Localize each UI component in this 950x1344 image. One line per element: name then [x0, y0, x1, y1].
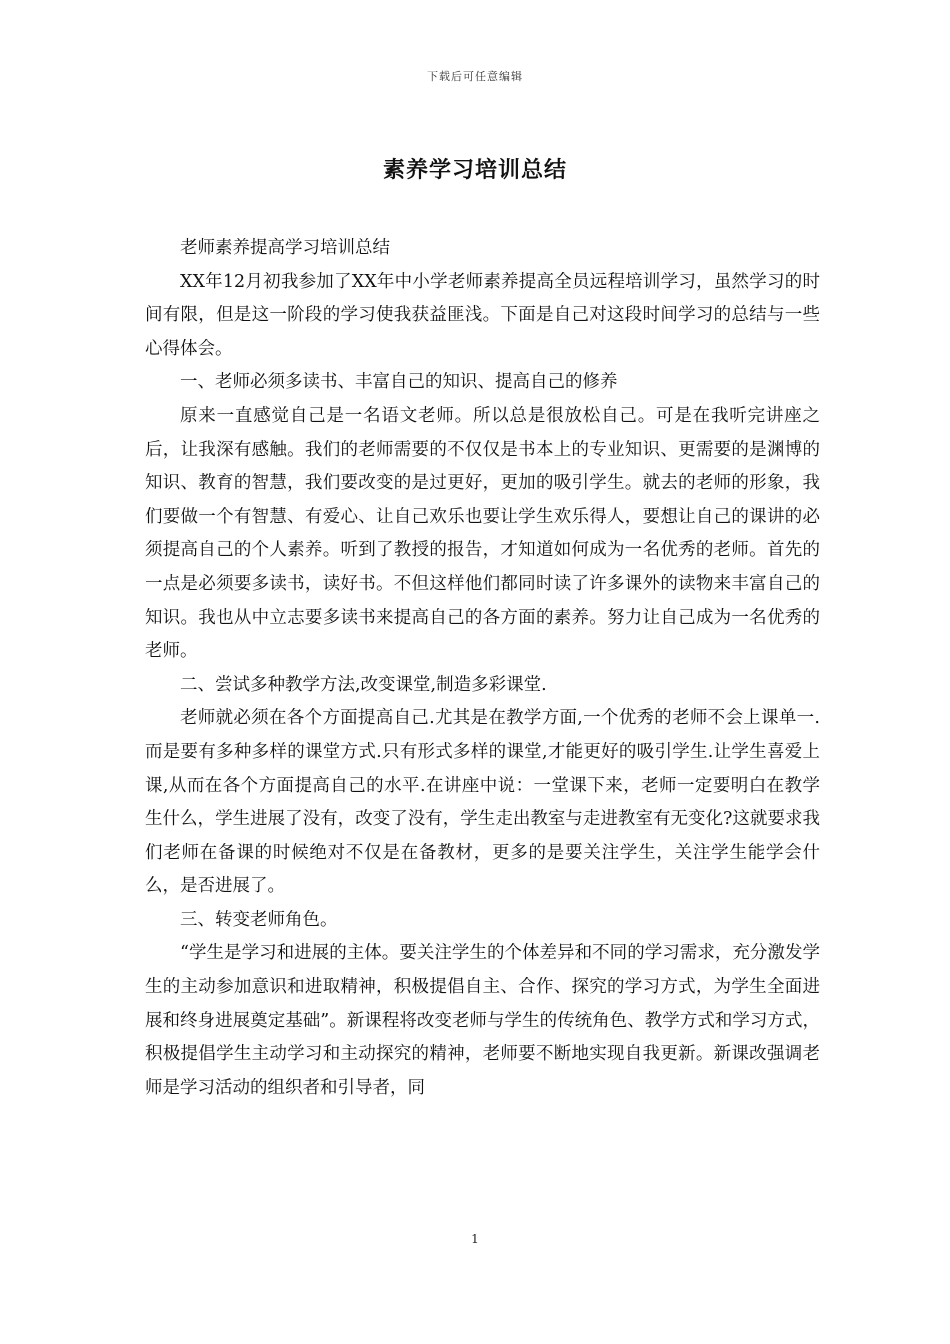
section-heading-2: 二、尝试多种教学方法,改变课堂,制造多彩课堂.	[180, 674, 547, 695]
section-heading-1: 一、老师必须多读书、丰富自己的知识、提高自己的修养	[180, 372, 618, 393]
document-body	[145, 232, 820, 1105]
section-2-paragraph: 老师就必须在各个方面提高自己.尤其是在教学方面,一个优秀的老师不会上课单一.而是要有多种多样的课堂方式.只有形式多样的课堂,才能更好的吸引学生.让学生喜爱上课,从而在各个方面提高自己的水平.在讲座中说：一堂课下来，老师一定要明白在教学生什么，学生进展了没有，改变了没有，学生走出教室与走进教室有无变化?这就要求我们老师在备课的时候绝对不仅是在备教材，更多的是要关注学生，关注学生能学会什么，是否进展了。	[145, 708, 820, 897]
section-1-paragraph: 原来一直感觉自己是一名语文老师。所以总是很放松自己。可是在我听完讲座之后，让我深有感触。我们的老师需要的不仅仅是书本上的专业知识、更需要的是渊博的知识、教育的智慧，我们要改变的是过更好，更加的吸引学生。就去的老师的形象，我们要做一个有智慧、有爱心、让自己欢乐也要让学生欢乐得人，要想让自己的课讲的必须提高自己的个人素养。听到了教授的报告，才知道如何成为一名优秀的老师。首先的一点是必须要多读书，读好书。不但这样他们都同时读了许多课外的读物来丰富自己的知识。我也从中立志要多读书来提高自己的各方面的素养。努力让自己成为一名优秀的老师。	[145, 405, 820, 662]
intro-paragraph: XX年12月初我参加了XX年中小学老师素养提高全员远程培训学习，虽然学习的时间有限，但是这一阶段的学习使我获益匪浅。下面是自己对这段时间学习的总结与一些心得体会。	[145, 271, 820, 359]
document-title: 素养学习培训总结	[382, 157, 567, 183]
section-3-paragraph: “学生是学习和进展的主体。要关注学生的个体差异和不同的学习需求，充分激发学生的主动参加意识和进取精神，积极提倡自主、合作、探究的学习方式，为学生全面进展和终身进展奠定基础”。新课程将改变老师与学生的传统角色、教学方式和学习方式，积极提倡学生主动学习和主动探究的精神，老师要不断地实现自我更新。新课改强调老师是学习活动的组织者和引导者，同	[145, 943, 820, 1098]
section-heading-3: 三、转变老师角色。	[180, 909, 338, 930]
page-number: 1	[471, 1232, 479, 1246]
subtitle-paragraph: 老师素养提高学习培训总结	[180, 238, 390, 258]
header-note: 下载后可任意编辑	[427, 70, 523, 83]
